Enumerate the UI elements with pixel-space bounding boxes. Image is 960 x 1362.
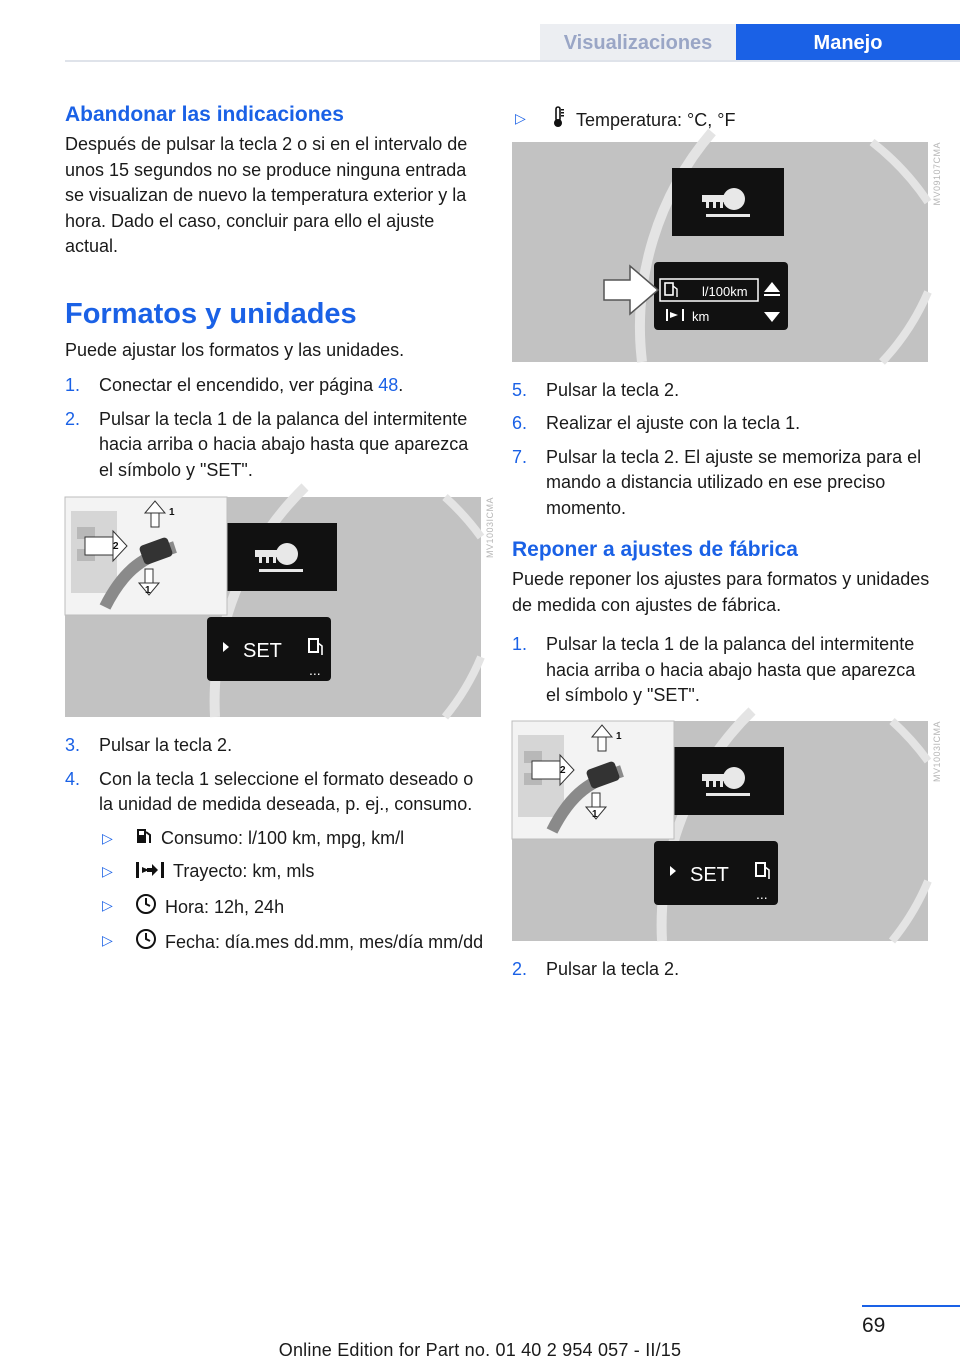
display-set-text: SET [243, 640, 282, 662]
heading-formats: Formatos y unidades [65, 297, 357, 330]
steps-list-a [65, 373, 485, 483]
temp-option-list [512, 106, 932, 134]
clock-icon [135, 928, 157, 950]
list-item [99, 893, 485, 921]
label-key-1-top: 1 [169, 507, 175, 518]
reset-intro: Puede reponer los ajustes para formatos y unidades de medida con ajustes de fábrica. [512, 569, 930, 615]
option-text: Temperatura: °C, °F [576, 110, 736, 130]
steps-list-c [512, 378, 932, 522]
heading-reset: Reponer a ajustes de fábrica [512, 538, 798, 561]
step-number: 7. [512, 446, 528, 467]
step-number: 2. [65, 408, 81, 429]
step-number: 1. [65, 375, 81, 395]
figure-code: MV1003ICMA [932, 720, 942, 782]
option-text: Trayecto: km, mls [173, 861, 315, 881]
figure-consumption-display [512, 141, 942, 362]
clock-icon [135, 893, 157, 915]
page-number: 69 [862, 1314, 886, 1337]
chapter-tab[interactable]: Manejo [736, 24, 960, 62]
bullet-triangle-icon: ▷ [515, 110, 526, 126]
display-dots: ... [309, 662, 321, 678]
fuel-pump-icon [135, 826, 153, 846]
option-text: Fecha: día.mes dd.mm, mes/día mm/dd [165, 932, 484, 952]
label-key-2: 2 [113, 541, 119, 552]
step-text-end: . [398, 375, 404, 395]
trip-arrow-icon [135, 861, 165, 879]
bullet-triangle-icon: ▷ [102, 932, 113, 948]
heading-abandon: Abandonar las indicaciones [65, 103, 344, 126]
list-item [65, 407, 485, 484]
step-text: Realizar el ajuste con la tecla 1. [546, 413, 801, 433]
step-number: 5. [512, 379, 528, 400]
figure-lever-set [65, 497, 495, 717]
page-link[interactable]: 48 [378, 375, 399, 395]
list-item [512, 411, 932, 437]
step-number: 4. [65, 768, 81, 789]
list-item [99, 826, 485, 852]
thermometer-icon [548, 106, 568, 128]
steps-list-e [512, 957, 932, 983]
list-item [512, 445, 932, 522]
abandon-paragraph: Después de pulsar la tecla 2 o si en el intervalo de unos 15 segundos no se produce ninguna entrada se visualizan de nuevo la temperatura exterior y la hora. Dado el caso, concluir para ello el ajuste actual. [65, 134, 468, 256]
edition-line: Online Edition for Part no. 01 40 2 954 057 - II/15 [278, 1340, 682, 1360]
formats-intro: Puede ajustar los formatos y las unidades. [65, 339, 405, 360]
step-text: Pulsar la tecla 1 de la palanca del intermitente hacia arriba o hacia abajo hasta que aparezca el símbolo y "SET". [99, 408, 469, 480]
step-text: Conectar el encendido, ver página [99, 375, 379, 395]
step-number: 1. [512, 634, 528, 654]
list-item [99, 928, 485, 956]
display-consumption-unit: l/100km [702, 283, 748, 299]
step-text: Pulsar la tecla 2. [99, 735, 233, 755]
step-text: Pulsar la tecla 2. [546, 379, 680, 400]
list-item [512, 957, 932, 983]
list-item [65, 373, 485, 399]
figure-lever-set-reset [512, 720, 942, 941]
step-number: 2. [512, 958, 528, 979]
step-number: 6. [512, 413, 528, 433]
display-dots: ... [756, 885, 768, 902]
list-item [65, 767, 485, 956]
step-text: Pulsar la tecla 2. [546, 958, 680, 979]
label-key-1-bottom: 1 [145, 585, 151, 596]
figure-code: MV1003ICMA [485, 497, 495, 559]
display-trip-unit: km [692, 308, 710, 324]
figure-code: MV09107CMA [932, 141, 942, 206]
label-key-1-bottom: 1 [592, 808, 598, 820]
illustration-lever-set-reset [512, 721, 928, 941]
steps-list-b [65, 733, 485, 956]
bullet-triangle-icon: ▷ [102, 863, 113, 879]
list-item [512, 632, 932, 709]
list-item [99, 859, 485, 885]
option-text: Consumo: l/100 km, mpg, km/l [161, 827, 405, 848]
step-number: 3. [65, 735, 81, 755]
steps-list-d [512, 632, 932, 709]
list-item [512, 106, 932, 134]
header-divider [65, 60, 960, 62]
label-key-1-top: 1 [616, 730, 622, 742]
section-tab[interactable]: Visualizaciones [540, 24, 736, 62]
list-item [65, 733, 485, 759]
format-options-list [99, 826, 485, 956]
step-text: Con la tecla 1 seleccione el formato deseado o la unidad de medida deseada, p. ej., consumo. [99, 768, 474, 814]
page-header [0, 24, 960, 62]
footer-divider [862, 1305, 960, 1307]
right-column [512, 100, 942, 990]
illustration-consumption-display [512, 142, 928, 362]
bullet-triangle-icon: ▷ [102, 829, 113, 846]
label-key-2: 2 [560, 764, 566, 776]
illustration-lever-set [65, 497, 481, 717]
display-set-text: SET [690, 863, 729, 886]
step-text: Pulsar la tecla 1 de la palanca del intermitente hacia arriba o hacia abajo hasta que aparezca el símbolo y "SET". [546, 634, 916, 705]
option-text: Hora: 12h, 24h [165, 896, 285, 917]
list-item [512, 378, 932, 404]
bullet-triangle-icon: ▷ [102, 896, 113, 913]
step-text: Pulsar la tecla 2. El ajuste se memoriza para el mando a distancia utilizado en ese preciso momento. [546, 446, 922, 518]
left-column [65, 100, 495, 964]
